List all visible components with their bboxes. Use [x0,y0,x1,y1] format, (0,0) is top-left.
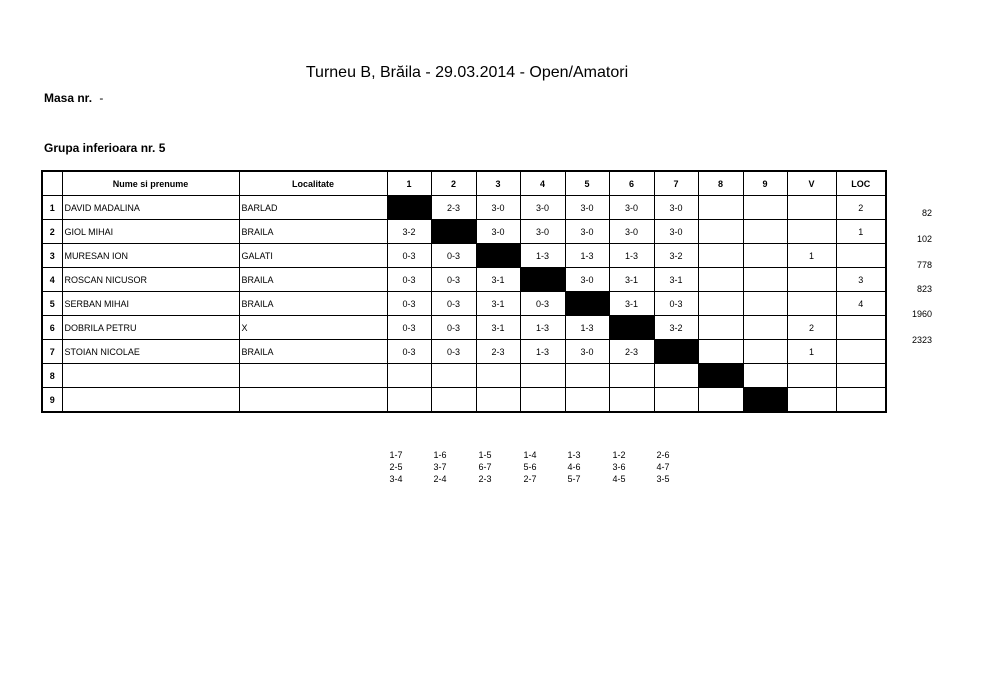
score-cell [698,292,743,316]
score-cell: 3-2 [654,244,698,268]
schedule-column [559,449,589,485]
diagonal-cell [476,244,520,268]
score-cell [431,388,476,413]
schedule-match: 1-2 [612,450,626,460]
player-name [62,388,239,413]
place-cell: 4 [836,292,886,316]
schedule-match: 1-7 [389,450,403,460]
column-header: Localitate [239,171,387,196]
player-city: X [239,316,387,340]
table-row [42,220,886,244]
table-row [42,340,886,364]
score-cell: 2-3 [476,340,520,364]
table-row [42,316,886,340]
table-number [44,91,103,105]
score-cell: 0-3 [387,268,431,292]
wins-cell: 2 [787,316,836,340]
page-title: Turneu B, Brăila - 29.03.2014 - Open/Amatori [305,64,629,81]
score-cell [476,364,520,388]
place-cell: 1 [836,220,886,244]
score-cell [743,292,787,316]
table-row [42,196,886,220]
row-number: 2 [42,220,62,244]
score-cell [698,316,743,340]
score-cell: 3-0 [565,268,609,292]
place-cell [836,364,886,388]
player-city: BRAILA [239,292,387,316]
score-cell [698,340,743,364]
column-header: 4 [520,171,565,196]
schedule-match: 4-7 [656,462,670,472]
score-cell: 1-3 [565,316,609,340]
table-row [42,244,886,268]
score-cell: 3-0 [609,196,654,220]
diagonal-cell [743,388,787,413]
place-cell [836,244,886,268]
score-cell: 3-0 [609,220,654,244]
column-header: 9 [743,171,787,196]
score-cell: 0-3 [654,292,698,316]
score-cell: 0-3 [387,316,431,340]
score-cell [565,388,609,413]
score-cell: 0-3 [387,244,431,268]
diagonal-cell [431,220,476,244]
row-number: 3 [42,244,62,268]
results-table [41,170,887,413]
score-cell [387,388,431,413]
schedule-match: 2-4 [433,474,447,484]
score-cell: 3-1 [476,292,520,316]
score-cell [609,364,654,388]
side-number: 102 [916,234,932,244]
schedule-match: 5-7 [567,474,581,484]
diagonal-cell [609,316,654,340]
player-city [239,388,387,413]
schedule-match: 1-6 [433,450,447,460]
schedule-match: 6-7 [478,462,492,472]
place-cell [836,388,886,413]
score-cell: 1-3 [609,244,654,268]
player-name: DAVID MADALINA [62,196,239,220]
player-city: BRAILA [239,220,387,244]
schedule-match: 3-5 [656,474,670,484]
schedule-match: 1-3 [567,450,581,460]
schedule-match: 2-5 [389,462,403,472]
score-cell: 3-0 [654,220,698,244]
player-name [62,364,239,388]
table-row [42,364,886,388]
player-city: GALATI [239,244,387,268]
score-cell: 0-3 [431,316,476,340]
wins-cell: 1 [787,244,836,268]
player-name: MURESAN ION [62,244,239,268]
score-cell [654,364,698,388]
score-cell [743,340,787,364]
diagonal-cell [698,364,743,388]
player-name: SERBAN MIHAI [62,292,239,316]
player-city: BRAILA [239,340,387,364]
score-cell: 3-2 [387,220,431,244]
score-cell: 1-3 [520,340,565,364]
score-cell: 3-0 [520,196,565,220]
wins-cell [787,220,836,244]
score-cell: 3-0 [476,220,520,244]
schedule-column [648,449,678,485]
schedule-match: 4-6 [567,462,581,472]
score-cell [609,388,654,413]
schedule-column [604,449,634,485]
place-cell [836,340,886,364]
side-number: 1960 [911,309,932,319]
wins-cell [787,268,836,292]
score-cell [698,220,743,244]
column-header: 1 [387,171,431,196]
player-name: DOBRILA PETRU [62,316,239,340]
score-cell: 0-3 [431,340,476,364]
schedule-match: 3-7 [433,462,447,472]
score-cell [387,364,431,388]
player-name: STOIAN NICOLAE [62,340,239,364]
schedule-match: 5-6 [523,462,537,472]
schedule-match: 3-6 [612,462,626,472]
table-row [42,268,886,292]
column-header: 7 [654,171,698,196]
score-cell: 0-3 [431,292,476,316]
score-cell [743,196,787,220]
table-row [42,388,886,413]
score-cell: 3-0 [565,196,609,220]
score-cell: 3-0 [654,196,698,220]
table-number-label: Masa nr. [44,91,93,105]
wins-cell [787,292,836,316]
score-cell [698,388,743,413]
place-cell [836,316,886,340]
column-header: 6 [609,171,654,196]
score-cell: 3-0 [565,340,609,364]
wins-cell [787,364,836,388]
column-header [42,171,62,196]
score-cell [743,244,787,268]
place-cell: 2 [836,196,886,220]
player-name: GIOL MIHAI [62,220,239,244]
row-number: 9 [42,388,62,413]
score-cell [743,316,787,340]
score-cell: 0-3 [520,292,565,316]
score-cell: 1-3 [520,316,565,340]
schedule-column [425,449,455,485]
side-number: 82 [921,208,932,218]
schedule-match: 2-6 [656,450,670,460]
player-city: BARLAD [239,196,387,220]
diagonal-cell [387,196,431,220]
score-cell: 1-3 [565,244,609,268]
schedule-match: 3-4 [389,474,403,484]
side-number: 778 [916,260,932,270]
row-number: 1 [42,196,62,220]
score-cell: 3-0 [476,196,520,220]
score-cell [565,364,609,388]
row-number: 5 [42,292,62,316]
wins-cell: 1 [787,340,836,364]
score-cell: 3-1 [476,268,520,292]
column-header: 3 [476,171,520,196]
table-row [42,292,886,316]
column-header: Nume si prenume [62,171,239,196]
score-cell [698,244,743,268]
player-city [239,364,387,388]
score-cell [520,388,565,413]
score-cell: 3-0 [565,220,609,244]
score-cell: 0-3 [431,244,476,268]
column-header: 8 [698,171,743,196]
row-number: 6 [42,316,62,340]
wins-cell [787,388,836,413]
score-cell: 3-2 [654,316,698,340]
diagonal-cell [520,268,565,292]
schedule-match: 1-4 [523,450,537,460]
column-header: 5 [565,171,609,196]
diagonal-cell [565,292,609,316]
schedule-column [470,449,500,485]
column-header: LOC [836,171,886,196]
wins-cell [787,196,836,220]
row-number: 7 [42,340,62,364]
score-cell [743,364,787,388]
schedule-column [381,449,411,485]
score-cell [698,268,743,292]
schedule-match: 1-5 [478,450,492,460]
schedule-match: 2-7 [523,474,537,484]
score-cell: 1-3 [520,244,565,268]
header-row [42,171,886,196]
score-cell: 0-3 [387,292,431,316]
score-cell [431,364,476,388]
diagonal-cell [654,340,698,364]
score-cell [743,220,787,244]
column-header: 2 [431,171,476,196]
side-number: 2323 [911,335,932,345]
score-cell: 2-3 [609,340,654,364]
column-header: V [787,171,836,196]
schedule-column [515,449,545,485]
player-name: ROSCAN NICUSOR [62,268,239,292]
score-cell: 2-3 [431,196,476,220]
score-cell: 3-1 [476,316,520,340]
place-cell: 3 [836,268,886,292]
side-number: 823 [916,284,932,294]
row-number: 8 [42,364,62,388]
schedule-match: 4-5 [612,474,626,484]
schedule-match: 2-3 [478,474,492,484]
score-cell [654,388,698,413]
score-cell [698,196,743,220]
table-number-value: - [99,91,104,105]
score-cell [476,388,520,413]
score-cell [743,268,787,292]
score-cell: 3-0 [520,220,565,244]
score-cell: 0-3 [431,268,476,292]
player-city: BRAILA [239,268,387,292]
group-title: Grupa inferioara nr. 5 [44,141,166,155]
score-cell: 0-3 [387,340,431,364]
row-number: 4 [42,268,62,292]
score-cell: 3-1 [609,268,654,292]
score-cell: 3-1 [654,268,698,292]
score-cell: 3-1 [609,292,654,316]
score-cell [520,364,565,388]
